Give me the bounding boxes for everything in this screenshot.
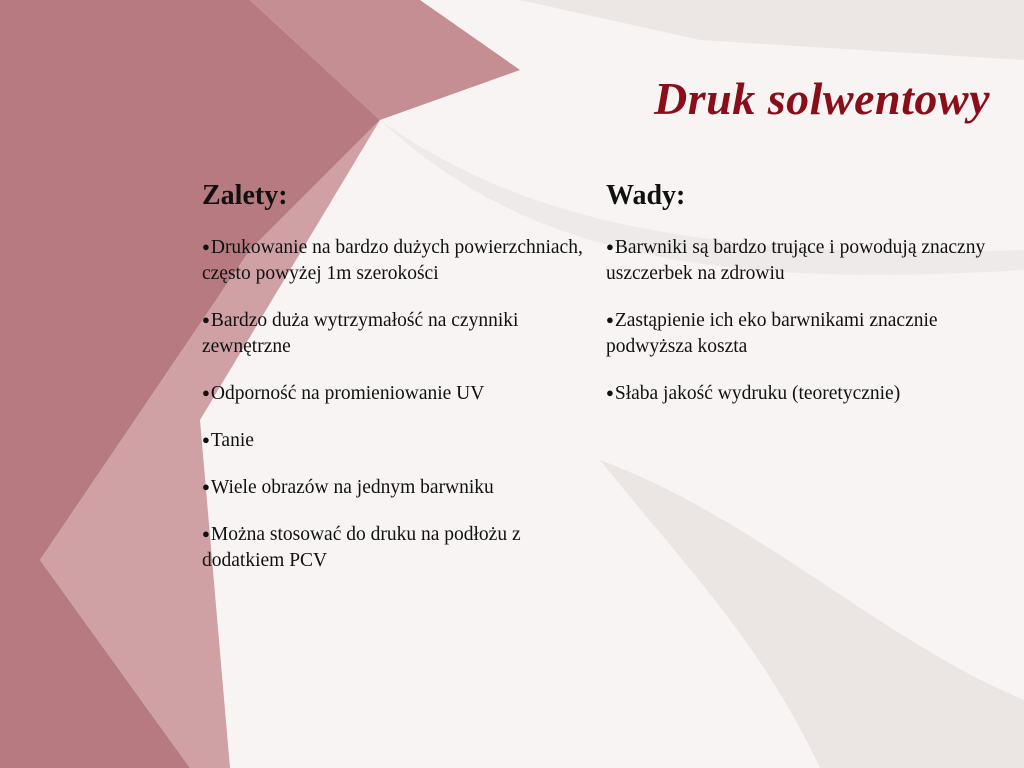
list-item-text: Drukowanie na bardzo dużych powierzchniach, często powyżej 1m szerokości [202,237,583,284]
list-item-text: Odporność na promieniowanie UV [210,383,485,404]
bullet-icon: ● [606,239,614,254]
list-item [202,380,592,407]
list-item [202,427,592,454]
list-item-text: Barwniki są bardzo trujące i powodują znaczny uszczerbek na zdrowiu [606,237,986,284]
bullet-icon: ● [202,432,210,447]
advantages-heading: Zalety: [202,180,288,211]
bullet-icon: ● [606,312,614,327]
disadvantages-heading: Wady: [606,180,686,211]
list-item [202,307,592,360]
list-item-text: Zastąpienie ich eko barwnikami znacznie podwyższa koszta [606,310,938,357]
list-item-text: Tanie [210,430,254,451]
advantages-list [202,234,592,574]
list-item [606,234,986,287]
bullet-icon: ● [202,239,210,254]
bullet-icon: ● [202,479,210,494]
disadvantages-list [606,234,986,407]
list-item [202,234,592,287]
list-item [606,380,986,407]
bullet-icon: ● [202,526,210,541]
bullet-icon: ● [202,312,210,327]
list-item [202,521,592,574]
list-item-text: Bardzo duża wytrzymałość na czynniki zewnętrzne [202,310,519,357]
bullet-icon: ● [606,385,614,400]
slide-title: Druk solwentowy [654,73,990,124]
list-item-text: Wiele obrazów na jednym barwniku [210,477,494,498]
bullet-icon: ● [202,385,210,400]
list-item [202,474,592,501]
advantages-column [202,180,592,594]
list-item [606,307,986,360]
disadvantages-column [606,180,986,427]
list-item-text: Można stosować do druku na podłożu z dodatkiem PCV [202,524,521,571]
list-item-text: Słaba jakość wydruku (teoretycznie) [614,383,901,404]
